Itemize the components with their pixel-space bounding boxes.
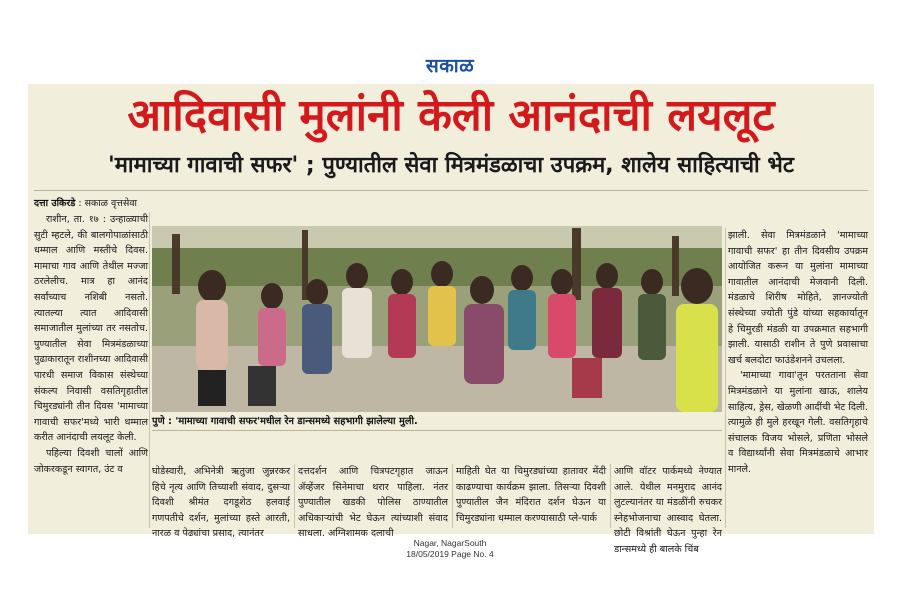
divider	[34, 190, 868, 191]
article-paragraph: झाली. सेवा मित्रमंडळाने 'मामाच्या गावाची सफर' हा तीन दिवसीय उपक्रम आयोजित करून या मुलांना मामाच्या गावातील आनंदाची मेजवानी दिली. मंडळाचे शिरीष मोहिते, ज्ञानज्योती संस्थेच्या ज्योती पुंडे यांच्या सहकार्यातून हे चिमुरडी मंडळी या उपक्रमात सहभागी झाली. यासाठी राशीन ते पुणे प्रवासाचा खर्च बलदोटा फाउंडेशनने उचलला.	[728, 230, 868, 366]
subheadline: 'मामाच्या गावाची सफर' ; पुण्यातील सेवा मित्रमंडळाचा उपक्रम, शालेय साहित्याची भेट	[108, 153, 794, 178]
article-paragraph: माहिती घेत या चिमुरड्यांच्या हातावर मेंदी काढण्याचा कार्यक्रम झाला. तिसऱ्या दिवशी पुण्यातील जैन मंदिरात दर्शन घेऊन या चिमुरड्यांना धम्माल करण्यासाठी प्ले-पार्क	[456, 466, 606, 524]
photo-caption: पुणे : 'मामाच्या गावाची सफर'मधील रेन डान्समध्ये सहभागी झालेल्या मुली.	[152, 416, 418, 427]
article-paragraph: घोडेस्वारी, अभिनेत्री ऋतुजा जुन्नरकर हिचे नृत्य आणि तिच्याशी संवाद, दुसऱ्या दिवशी श्रीमंत दगडूशेठ हलवाई गणपतीचे दर्शन, मुलांच्या हस्ते आरती, नारळ व पेढ्यांचा प्रसाद, त्यानंतर	[152, 466, 290, 540]
article-paragraph: राशीन, ता. १७ : उन्हाळ्याची सुटी म्हटले, की बालगोपाळांसाठी धम्माल आणि मस्तीचे दिवस. मामाचा गाव आणि तेथील मज्जा ठरलेलीच. मात्र हा आनंद सर्वांच्याच नशिबी नसतो. त्यातल्या त्यात आदिवासी समाजातील मुलांच्या तर नसतोच. पुण्यातील सेवा मित्रमंडळाच्या पुढाकारातून राशीनच्या आदिवासी पारधी समाज विकास संस्थेच्या संकल्प निवासी वसतिगृहातील चिमुरड्यांनी तीन दिवस 'मामाच्या गावाची सफर'मध्ये भारी धम्माल करीत आनंदाची लयलूट केली.	[34, 214, 148, 444]
article-column-right	[728, 228, 868, 478]
byline-separator: :	[75, 198, 85, 209]
byline-source: सकाळ वृत्तसेवा	[84, 198, 137, 209]
article-column-left	[34, 212, 148, 477]
divider	[152, 430, 722, 431]
byline-author: दत्ता उकिरडे	[34, 198, 76, 209]
footer-edition: Nagar, NagarSouth	[413, 538, 487, 548]
news-photo	[152, 226, 722, 412]
newspaper-logo: सकाळ	[425, 55, 475, 77]
column-divider	[452, 464, 453, 528]
column-divider	[725, 228, 726, 528]
article-column-bottom-2	[298, 464, 448, 542]
column-divider	[149, 212, 150, 528]
article-column-bottom-3	[456, 464, 606, 526]
article-paragraph: पहिल्या दिवशी चालों आणि जोकरकडून स्वागत, उंट व	[34, 447, 148, 475]
article-paragraph: 'मामाच्या गावा'तून परतताना सेवा मित्रमंडळाने या मुलांना खाऊ, शालेय साहित्य, ड्रेस, खेळणी आदींची भेट दिली. त्यामुळे ही मुले हरखून गेली. वसतिगृहाचे संचालक विजय भोसले, प्रणिता भोसले व विद्यार्थ्यांनी सेवा मित्रमंडळाचे आभार मानले.	[728, 370, 868, 475]
footer-date-page: 18/05/2019 Page No. 4	[406, 549, 494, 559]
article-paragraph: आणि वॉटर पार्कमध्ये नेण्यात आले. येथील मनमुराद आनंद लुटल्यानंतर या मंडळींनी रुचकर स्नेहभोजनाचा आस्वाद घेतला. छोटी विश्रांती घेऊन पुन्हा रेन डान्समध्ये ही बालके चिंब	[614, 466, 722, 555]
article-paragraph: दत्तदर्शन आणि चित्रपटगृहात जाऊन ॲव्हेंजर सिनेमाचा थरार पाहिला. नंतर पुण्यातील खडकी पोलिस ठाण्यातील अधिकाऱ्यांची भेट घेऊन त्यांच्याशी संवाद साधला. अग्निशामक दलाची	[298, 466, 448, 540]
article-column-bottom-1	[152, 464, 290, 542]
headline: आदिवासी मुलांनी केली आनंदाची लयलूट	[127, 90, 775, 141]
column-divider	[610, 464, 611, 528]
column-divider	[294, 464, 295, 528]
byline	[34, 196, 234, 209]
